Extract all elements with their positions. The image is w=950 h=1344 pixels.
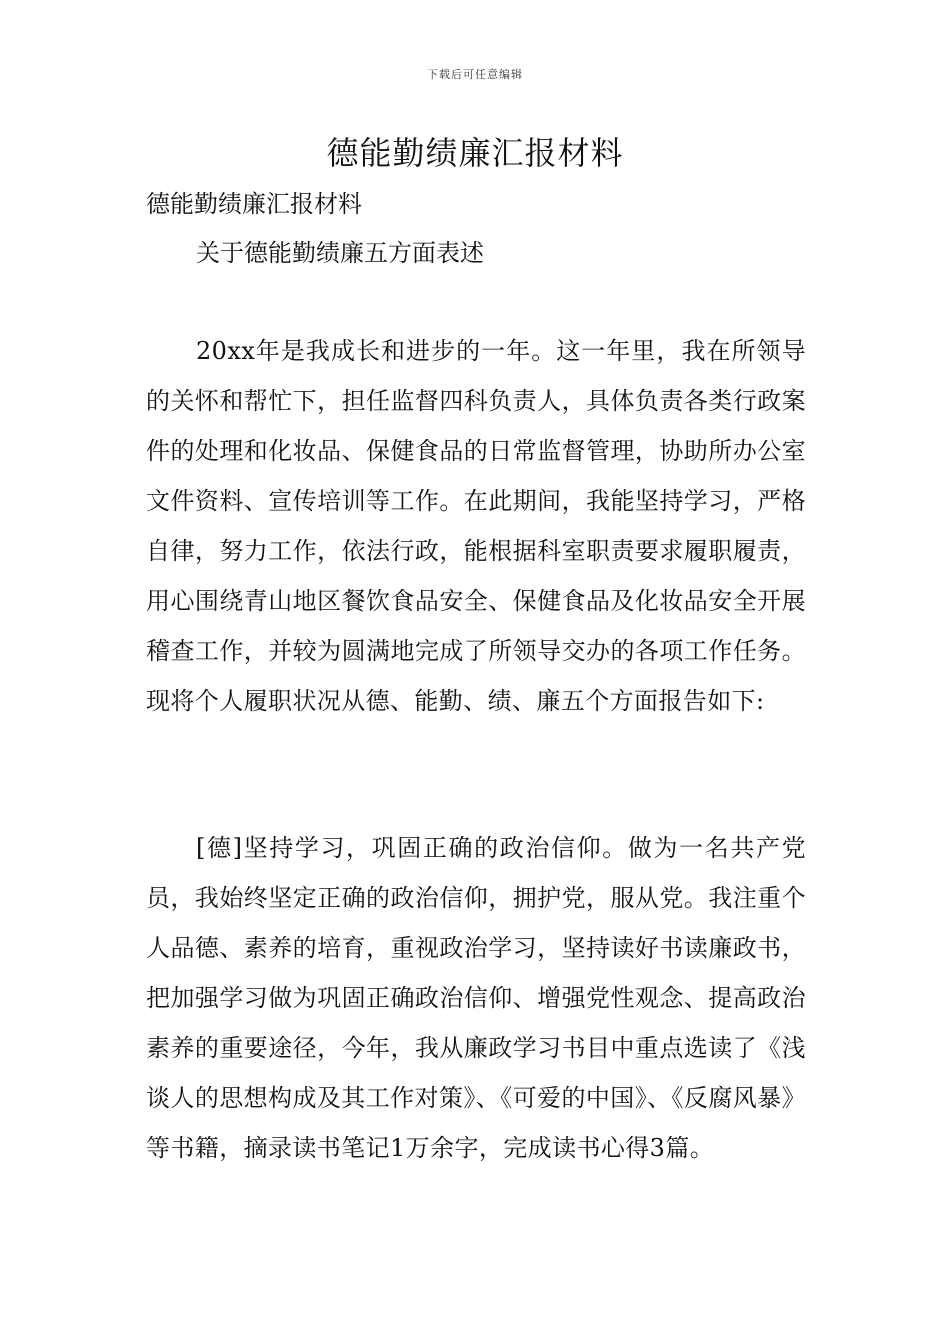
- paragraph-intro: 20xx年是我成长和进步的一年。这一年里，我在所领导的关怀和帮忙下，担任监督四科负责人，具体负责各类行政案件的处理和化妆品、保健食品的日常监督管理，协助所办公室文件资料、宣传培训等工作。在此期间，我能坚持学习，严格自律，努力工作，依法行政，能根据科室职责要求履职履责，用心围绕青山地区餐饮食品安全、保健食品及化妆品安全开展稽查工作，并较为圆满地完成了所领导交办的各项工作任务。现将个人履职状况从德、能勤、绩、廉五个方面报告如下:: [146, 337, 806, 715]
- header-note: 下载后可任意编辑: [427, 68, 523, 81]
- document-subtitle: 德能勤绩廉汇报材料: [146, 190, 362, 218]
- section-heading: 关于德能勤绩廉五方面表述: [196, 239, 484, 267]
- page-title: 德能勤绩廉汇报材料: [326, 134, 624, 172]
- paragraph-de: [德]坚持学习，巩固正确的政治信仰。做为一名共产党员，我始终坚定正确的政治信仰，拥护党，服从党。我注重个人品德、素养的培育，重视政治学习，坚持读好书读廉政书，把加强学习做为巩固正确政治信仰、增强党性观念、提高政治素养的重要途径，今年，我从廉政学习书目中重点选读了《浅谈人的思想构成及其工作对策》、《可爱的中国》、《反腐风暴》等书籍，摘录读书笔记1万余字，完成读书心得3篇。: [146, 834, 806, 1162]
